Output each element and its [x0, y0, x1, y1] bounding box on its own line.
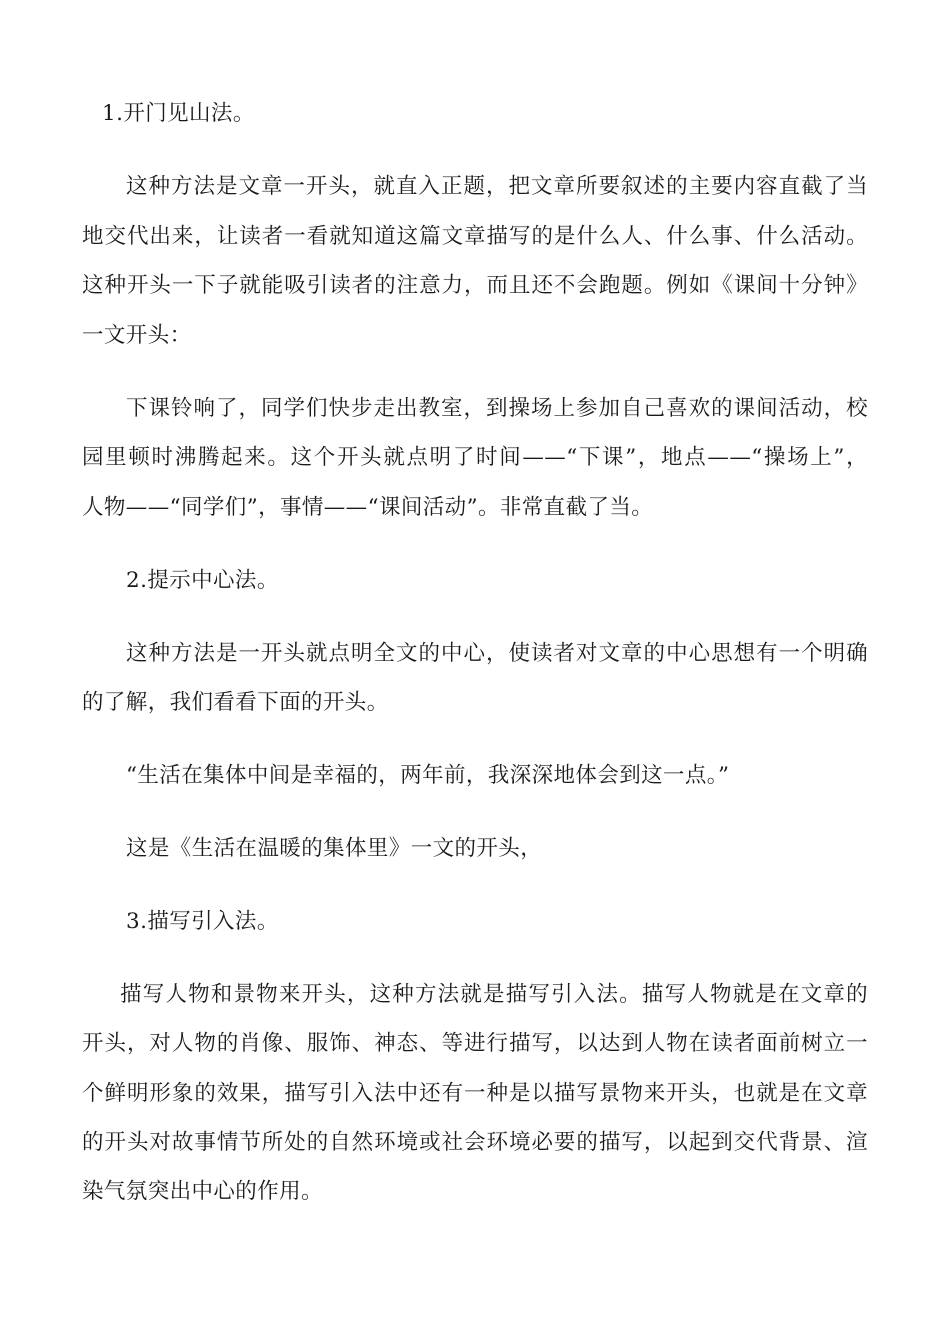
paragraph-line: 一文开头：	[82, 323, 192, 348]
paragraph-line: 园里顿时沸腾起来。这个开头就点明了时间——“下课”，地点——“操场上”，	[82, 445, 868, 470]
paragraph-line: 这种开头一下子就能吸引读者的注意力，而且还不会跑题。例如《课间十分钟》	[82, 273, 868, 298]
section-heading-1: 1.开门见山法。	[102, 101, 255, 126]
paragraph-line: 的开头对故事情节所处的自然环境或社会环境必要的描写，以起到交代背景、渲	[82, 1130, 868, 1155]
section-heading-2: 2.提示中心法。	[126, 568, 279, 593]
paragraph-line: 开头，对人物的肖像、服饰、神态、等进行描写，以达到人物在读者面前树立一	[82, 1031, 868, 1056]
quote-line: “生活在集体中间是幸福的，两年前，我深深地体会到这一点。”	[126, 763, 730, 788]
paragraph-line: 下课铃响了，同学们快步走出教室，到操场上参加自己喜欢的课间活动，校	[126, 396, 868, 421]
section-heading-3: 3.描写引入法。	[126, 909, 279, 934]
paragraph-line: 个鲜明形象的效果，描写引入法中还有一种是以描写景物来开头，也就是在文章	[82, 1081, 868, 1106]
paragraph-line: 描写人物和景物来开头，这种方法就是描写引入法。描写人物就是在文章的	[120, 982, 868, 1007]
paragraph-line: 这种方法是文章一开头，就直入正题，把文章所要叙述的主要内容直截了当	[126, 174, 868, 199]
paragraph-line: 地交代出来，让读者一看就知道这篇文章描写的是什么人、什么事、什么活动。	[82, 224, 868, 249]
paragraph-line: 这种方法是一开头就点明全文的中心，使读者对文章的中心思想有一个明确	[126, 641, 868, 666]
paragraph-line: 染气氛突出中心的作用。	[82, 1179, 323, 1204]
paragraph-line: 人物——“同学们”，事情——“课间活动”。非常直截了当。	[82, 495, 654, 520]
paragraph-line: 的了解，我们看看下面的开头。	[82, 690, 389, 715]
paragraph-line: 这是《生活在温暖的集体里》一文的开头，	[126, 836, 543, 861]
